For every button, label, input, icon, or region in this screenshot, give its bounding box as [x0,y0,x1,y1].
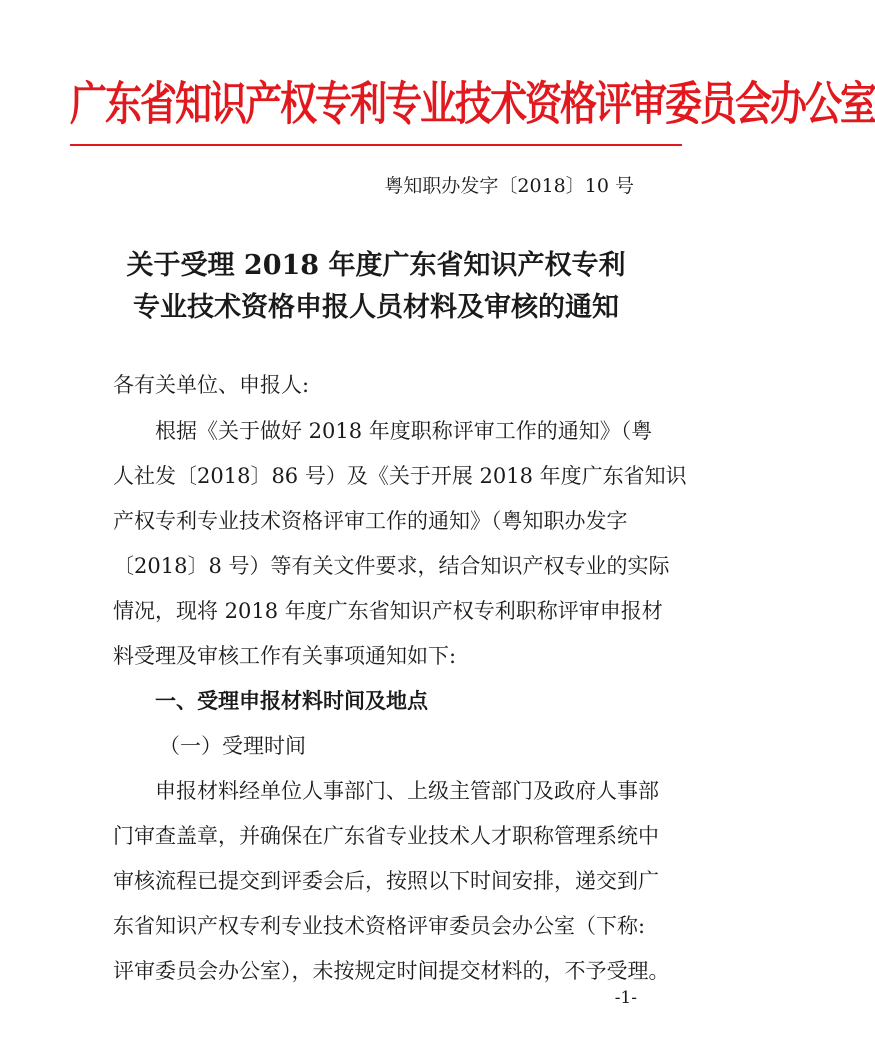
paragraph-1-line: 人社发〔2018〕86 号）及《关于开展 2018 年度广东省知识 [113,464,687,488]
paragraph-1-line: 产权专利专业技术资格评审工作的通知》（粤知职办发字 [113,509,628,533]
paragraph-2-line: 门审查盖章，并确保在广东省专业技术人才职称管理系统中 [113,824,659,848]
subsection-heading: （一）受理时间 [159,734,306,758]
document-number: 粤知职办发字〔2018〕10 号 [384,175,634,197]
notice-title-line-2: 专业技术资格申报人员材料及审核的通知 [133,292,619,323]
red-divider-line [70,144,682,146]
paragraph-1-line: 〔2018〕8 号）等有关文件要求，结合知识产权专业的实际 [113,554,670,578]
paragraph-2-line: 审核流程已提交到评委会后，按照以下时间安排，递交到广 [113,869,659,893]
notice-title-line-1: 关于受理 2018 年度广东省知识产权专利 [126,250,626,281]
salutation: 各有关单位、申报人: [113,373,310,397]
paragraph-1-line: 情况，现将 2018 年度广东省知识产权专利职称评审申报材 [113,599,663,623]
paragraph-2-line: 评审委员会办公室），未按规定时间提交材料的，不予受理。 [113,959,670,983]
paragraph-1-line: 料受理及审核工作有关事项通知如下: [113,644,457,668]
paragraph-1-line: 根据《关于做好 2018 年度职称评审工作的通知》（粤 [113,419,653,443]
paragraph-2-line: 申报材料经单位人事部门、上级主管部门及政府人事部 [113,779,659,803]
paragraph-2-line: 东省知识产权专利专业技术资格评审委员会办公室（下称: [113,914,646,938]
masthead-title: 广东省知识产权专利专业技术资格评审委员会办公室 [70,75,875,131]
page-number: -1- [614,988,637,1008]
section-heading-1: 一、受理申报材料时间及地点 [155,688,428,713]
